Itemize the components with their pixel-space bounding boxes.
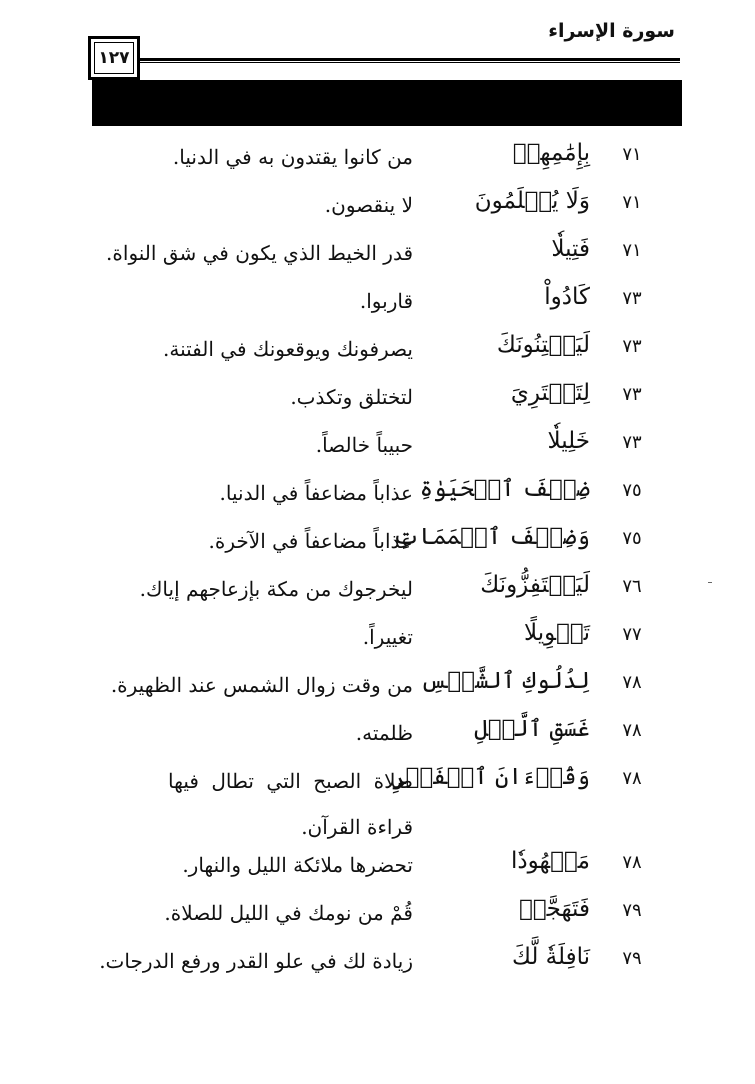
word-meaning: زيادة لك في علو القدر ورفع الدرجات. — [99, 949, 413, 973]
quran-word: لَيَسۡتَفِزُّونَكَ — [480, 572, 590, 598]
verse-number: ٧٨ — [622, 852, 642, 873]
word-meaning: قُمْ من نومك في الليل للصلاة. — [164, 901, 413, 925]
quran-word: غَسَقِ ٱلَّيۡلِ — [474, 716, 590, 742]
verse-number: ٧٧ — [622, 624, 642, 645]
quran-word: ضِعۡفَ ٱلۡحَيَوٰةِ — [419, 476, 590, 502]
verse-number: ٧٣ — [622, 384, 642, 405]
verse-number: ٧٣ — [622, 288, 642, 309]
word-meaning: عذاباً مضاعفاً في الدنيا. — [219, 481, 413, 505]
quran-word: مَشۡهُودٗا — [510, 848, 590, 874]
page-number-box — [88, 36, 140, 80]
quran-word: كَادُواْ — [544, 284, 590, 310]
quran-word: خَلِيلٗا — [547, 428, 590, 454]
verse-number: ٧١ — [622, 192, 642, 213]
verse-number: ٧٩ — [622, 948, 642, 969]
word-meaning: من وقت زوال الشمس عند الظهيرة. — [110, 673, 413, 697]
verse-number: ٧٦ — [622, 576, 642, 597]
word-meaning: تحضرها ملائكة الليل والنهار. — [182, 853, 413, 877]
quran-word: لِدُلُوكِ ٱلشَّمۡسِ — [420, 668, 590, 694]
quran-word: وَضِعۡفَ ٱلۡمَمَاتِ — [392, 524, 590, 550]
quran-word: فَتِيلٗا — [551, 236, 590, 262]
quran-word: فَتَهَجَّدۡ — [519, 896, 590, 922]
page-number: ١٢٧ — [98, 48, 130, 68]
quran-word: وَلَا يُظۡلَمُونَ — [474, 188, 590, 214]
word-meaning: ليخرجوك من مكة بإزعاجهم إياك. — [139, 577, 413, 601]
verse-number: ٧١ — [622, 240, 642, 261]
word-meaning: لا ينقصون. — [324, 193, 413, 217]
word-meaning: صلاة الصبح التي تطال فيها قراءة القرآن. — [168, 769, 413, 839]
verse-number: ٧١ — [622, 144, 642, 165]
quran-word: تَحۡوِيلًا — [523, 620, 590, 646]
verse-number: ٧٨ — [622, 768, 642, 789]
header-black-band — [92, 80, 682, 126]
word-meaning: تغييراً. — [362, 625, 413, 649]
quran-word: نَافِلَةٗ لَّكَ — [511, 944, 590, 970]
verse-number: ٧٥ — [622, 528, 642, 549]
surah-title: سورة الإسراء — [548, 20, 675, 42]
scan-edge-mark — [708, 582, 712, 583]
quran-word: وَقُرۡءَانَ ٱلۡفَجۡرِ — [392, 764, 590, 790]
word-meaning: لتختلق وتكذب. — [290, 385, 413, 409]
quran-word: لِتَفۡتَرِيَ — [510, 380, 590, 406]
verse-number: ٧٨ — [622, 672, 642, 693]
quran-word: بِإِمَٰمِهِمۡ — [512, 140, 590, 166]
word-meaning: يصرفونك ويوقعونك في الفتنة. — [163, 337, 413, 361]
word-meaning: حبيباً خالصاً. — [315, 433, 413, 457]
word-meaning: من كانوا يقتدون به في الدنيا. — [172, 145, 413, 169]
verse-number: ٧٣ — [622, 432, 642, 453]
word-meaning: قاربوا. — [359, 289, 413, 313]
verse-number: ٧٣ — [622, 336, 642, 357]
verse-number: ٧٥ — [622, 480, 642, 501]
quran-word: لَيَفۡتِنُونَكَ — [496, 332, 590, 358]
word-meaning: ظلمته. — [355, 721, 413, 745]
verse-number: ٧٩ — [622, 900, 642, 921]
verse-number: ٧٨ — [622, 720, 642, 741]
word-meaning: قدر الخيط الذي يكون في شق النواة. — [106, 241, 413, 265]
word-meaning: عذاباً مضاعفاً في الآخرة. — [208, 529, 413, 553]
header-rule — [140, 58, 680, 63]
